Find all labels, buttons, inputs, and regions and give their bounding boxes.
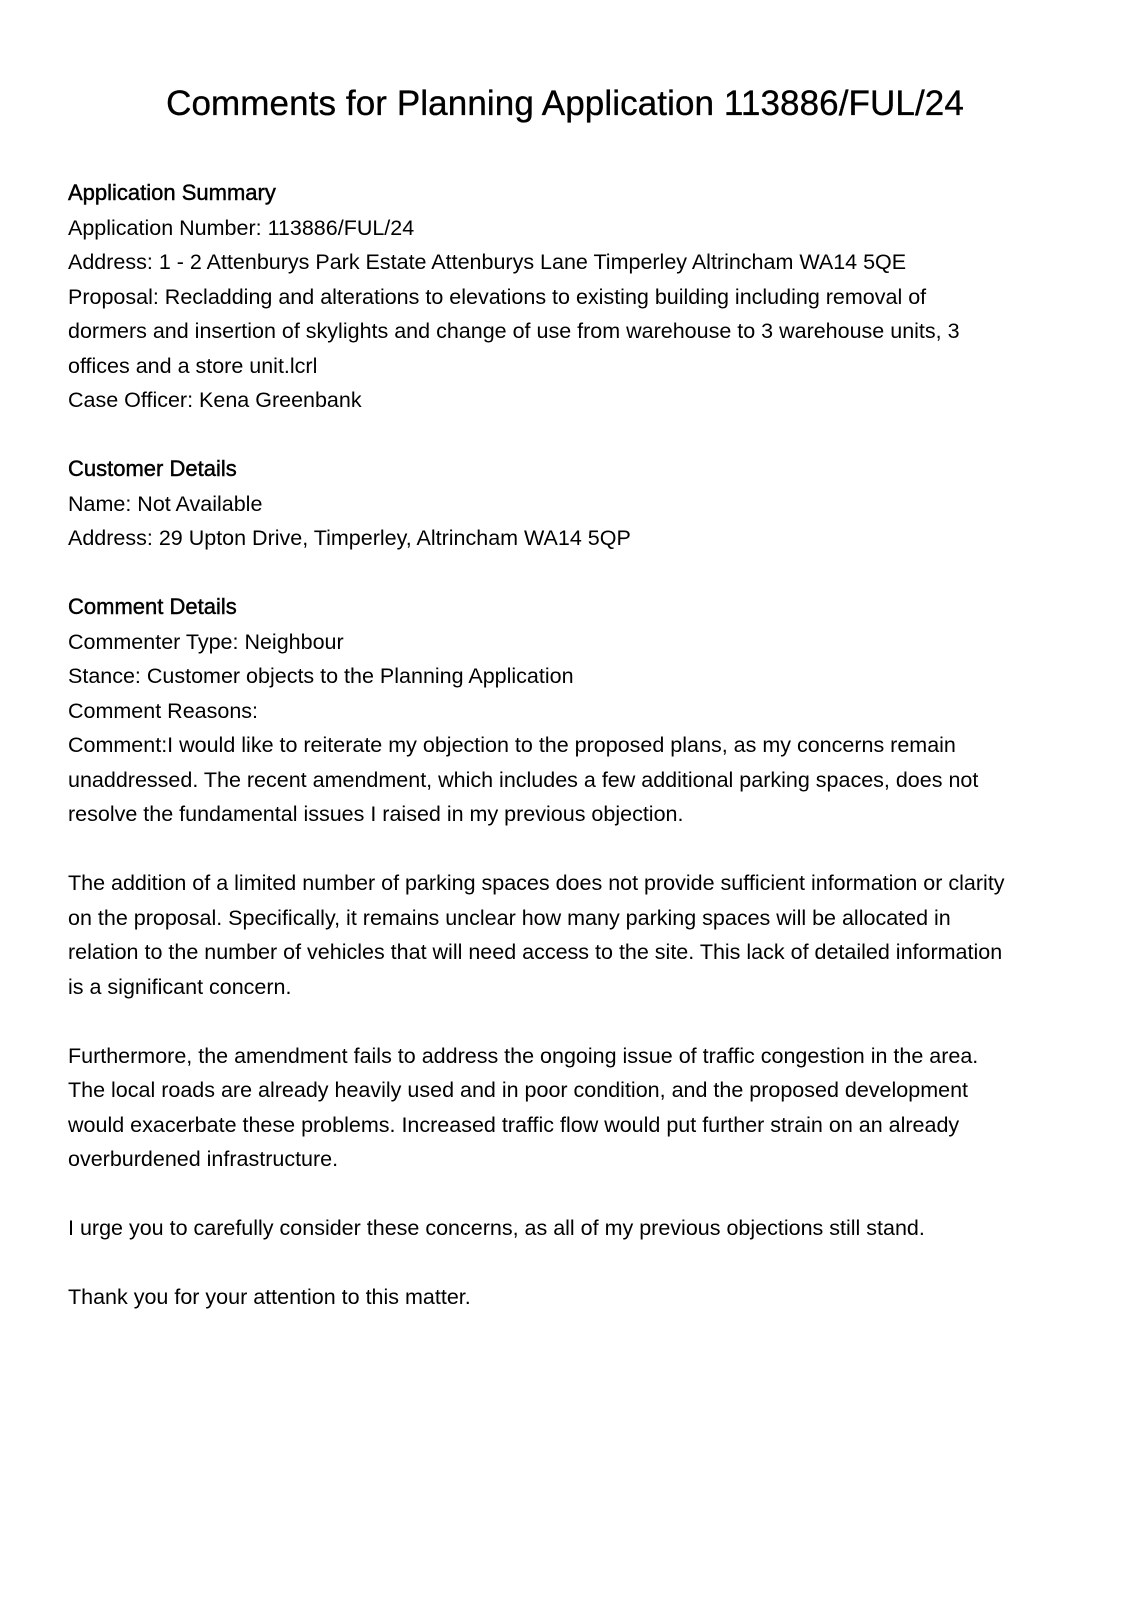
comment-line: relation to the number of vehicles that will need access to the site. This lack of detailed information bbox=[68, 940, 1003, 964]
page-title: Comments for Planning Application 113886/FUL/24 bbox=[166, 84, 964, 123]
comment-line: I urge you to carefully consider these concerns, as all of my previous objections still stand. bbox=[68, 1216, 925, 1240]
proposal-line: offices and a store unit.lcrl bbox=[68, 353, 318, 378]
proposal-line: Proposal: Recladding and alterations to elevations to existing building including removal of bbox=[68, 284, 927, 309]
comment-line: would exacerbate these problems. Increased traffic flow would put further strain on an already bbox=[68, 1112, 960, 1137]
comment-line: is a significant concern. bbox=[68, 974, 292, 999]
comment-line: Comment:I would like to reiterate my objection to the proposed plans, as my concerns remain bbox=[68, 733, 956, 757]
spacer bbox=[68, 418, 1062, 453]
customer-name: Name: Not Available bbox=[68, 491, 263, 516]
spacer bbox=[68, 1177, 1062, 1212]
comment-paragraph bbox=[68, 866, 1062, 1004]
commenter-type: Commenter Type: Neighbour bbox=[68, 629, 344, 654]
comment-line: The addition of a limited number of parking spaces does not provide sufficient information or clarity bbox=[68, 871, 1005, 895]
spacer bbox=[68, 1004, 1062, 1039]
spacer bbox=[68, 1246, 1062, 1281]
comment-paragraph bbox=[68, 1039, 1062, 1177]
comment-line: resolve the fundamental issues I raised in my previous objection. bbox=[68, 802, 684, 826]
comment-paragraph bbox=[68, 1280, 1062, 1315]
customer-address: Address: 29 Upton Drive, Timperley, Altrincham WA14 5QP bbox=[68, 526, 631, 550]
spacer bbox=[68, 832, 1062, 867]
stance: Stance: Customer objects to the Planning Application bbox=[68, 664, 574, 688]
comment-line: overburdened infrastructure. bbox=[68, 1147, 339, 1171]
comment-line: Furthermore, the amendment fails to address the ongoing issue of traffic congestion in the area. bbox=[68, 1043, 979, 1068]
section-heading-application-summary: Application Summary bbox=[68, 180, 276, 205]
spacer bbox=[68, 556, 1062, 591]
comment-paragraph bbox=[68, 728, 1062, 832]
customer-details-section bbox=[68, 452, 1062, 556]
case-officer: Case Officer: Kena Greenbank bbox=[68, 388, 362, 412]
comment-line: unaddressed. The recent amendment, which includes a few additional parking spaces, does not bbox=[68, 767, 979, 792]
comment-paragraph bbox=[68, 1211, 1062, 1246]
spacer bbox=[68, 126, 1062, 176]
comment-line: The local roads are already heavily used and in poor condition, and the proposed development bbox=[68, 1078, 969, 1102]
comment-details-section bbox=[68, 590, 1062, 1315]
comment-line: Thank you for your attention to this matter. bbox=[68, 1285, 471, 1309]
application-address: Address: 1 - 2 Attenburys Park Estate Attenburys Lane Timperley Altrincham WA14 5QE bbox=[68, 250, 907, 274]
comment-reasons: Comment Reasons: bbox=[68, 698, 258, 723]
application-number: Application Number: 113886/FUL/24 bbox=[68, 215, 415, 240]
section-heading-comment-details: Comment Details bbox=[68, 594, 237, 619]
proposal-line: dormers and insertion of skylights and change of use from warehouse to 3 warehouse units, 3 bbox=[68, 319, 960, 343]
comment-line: on the proposal. Specifically, it remains unclear how many parking spaces will be allocated in bbox=[68, 905, 951, 930]
application-summary-section bbox=[68, 176, 1062, 418]
section-heading-customer-details: Customer Details bbox=[68, 456, 237, 481]
